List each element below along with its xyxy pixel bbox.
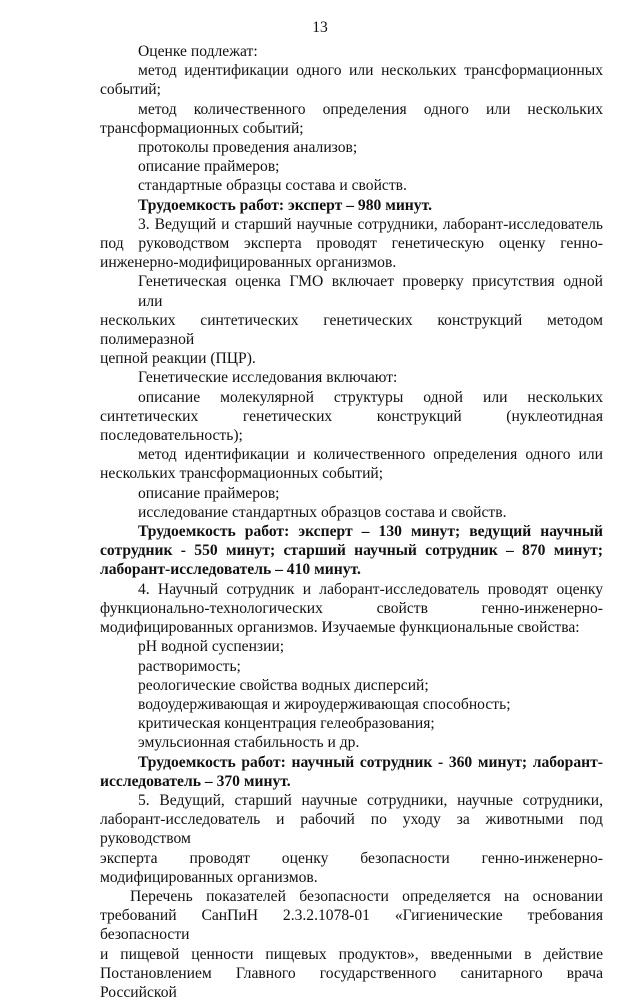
text-line: лаборант-исследователь и рабочий по уходу за животными под руководством bbox=[100, 811, 603, 848]
text-line: 4. Научный сотрудник и лаборант-исследователь проводят оценку bbox=[138, 580, 603, 598]
text-line: требований СанПиН 2.3.2.1078-01 «Гигиенические требования безопасности bbox=[100, 907, 603, 944]
text-line: нескольких трансформационных событий; bbox=[100, 465, 384, 483]
labor-intensity-line: Трудоемкость работ: эксперт – 130 минут; ведущий научный bbox=[138, 523, 603, 541]
text-line: метод идентификации одного или нескольких трансформационных bbox=[138, 62, 603, 80]
text-line: трансформационных событий; bbox=[100, 119, 304, 137]
labor-intensity-line: Трудоемкость работ: эксперт – 980 минут. bbox=[138, 196, 432, 214]
labor-intensity-line: Трудоемкость работ: научный сотрудник - 360 минут; лаборант- bbox=[138, 753, 603, 771]
text-line: модифицированных организмов. bbox=[100, 868, 318, 886]
labor-intensity-line: исследователь – 370 минут. bbox=[100, 772, 291, 790]
text-line: 5. Ведущий, старший научные сотрудники, научные сотрудники, bbox=[138, 791, 603, 809]
text-line: описание праймеров; bbox=[138, 158, 280, 176]
text-line: модифицированных организмов. Изучаемые функциональные свойства: bbox=[100, 619, 580, 637]
text-line: Генетическая оценка ГМО включает проверку присутствия одной или bbox=[138, 273, 603, 310]
document-body bbox=[100, 42, 603, 1002]
text-line: эмульсионная стабильность и др. bbox=[138, 734, 360, 752]
text-line: нескольких синтетических генетических конструкций методом полимеразной bbox=[100, 311, 603, 349]
text-line: 3. Ведущий и старший научные сотрудники, лаборант-исследователь bbox=[138, 215, 603, 233]
text-line: водоудерживающая и жироудерживающая способность; bbox=[138, 695, 511, 713]
text-line: Постановлением Главного государственного санитарного врача Российской bbox=[100, 964, 603, 1001]
text-line: последовательность); bbox=[100, 427, 243, 445]
text-line: метод количественного определения одного или нескольких bbox=[138, 100, 603, 118]
text-line: Генетические исследования включают: bbox=[138, 369, 398, 387]
text-line: цепной реакции (ПЦР). bbox=[100, 350, 256, 368]
text-line: и пищевой ценности пищевых продуктов», введенными в действие bbox=[100, 945, 603, 963]
text-line: синтетических генетических конструкций (нуклеотидная bbox=[100, 407, 603, 425]
text-line: описание праймеров; bbox=[138, 484, 280, 502]
text-line: стандартные образцы состава и свойств. bbox=[138, 177, 407, 195]
labor-intensity-line: лаборант-исследователь – 410 минут. bbox=[100, 561, 361, 579]
text-line: Перечень показателей безопасности определяется на основании bbox=[130, 887, 603, 905]
text-line: метод идентификации и количественного определения одного или bbox=[138, 446, 603, 464]
page-number: 13 bbox=[312, 19, 328, 36]
text-line: протоколы проведения анализов; bbox=[138, 139, 358, 157]
text-line: инженерно-модифицированных организмов. bbox=[100, 254, 397, 272]
text-line: под руководством эксперта проводят генетическую оценку генно- bbox=[100, 235, 603, 253]
text-line: исследование стандартных образцов состава и свойств. bbox=[138, 503, 507, 521]
text-line: критическая концентрация гелеобразования; bbox=[138, 715, 435, 733]
text-line: Оценке подлежат: bbox=[138, 43, 258, 60]
text-line: функционально-технологических свойств генно-инженерно- bbox=[100, 599, 603, 617]
text-line: pH водной суспензии; bbox=[138, 638, 285, 656]
labor-intensity-line: сотрудник - 550 минут; старший научный сотрудник – 870 минут; bbox=[100, 542, 603, 560]
text-line: событий; bbox=[100, 81, 161, 99]
text-line: эксперта проводят оценку безопасности генно-инженерно- bbox=[100, 849, 603, 867]
text-line: реологические свойства водных дисперсий; bbox=[138, 676, 429, 694]
text-line: описание молекулярной структуры одной или нескольких bbox=[138, 388, 603, 406]
text-line: растворимость; bbox=[138, 657, 241, 675]
